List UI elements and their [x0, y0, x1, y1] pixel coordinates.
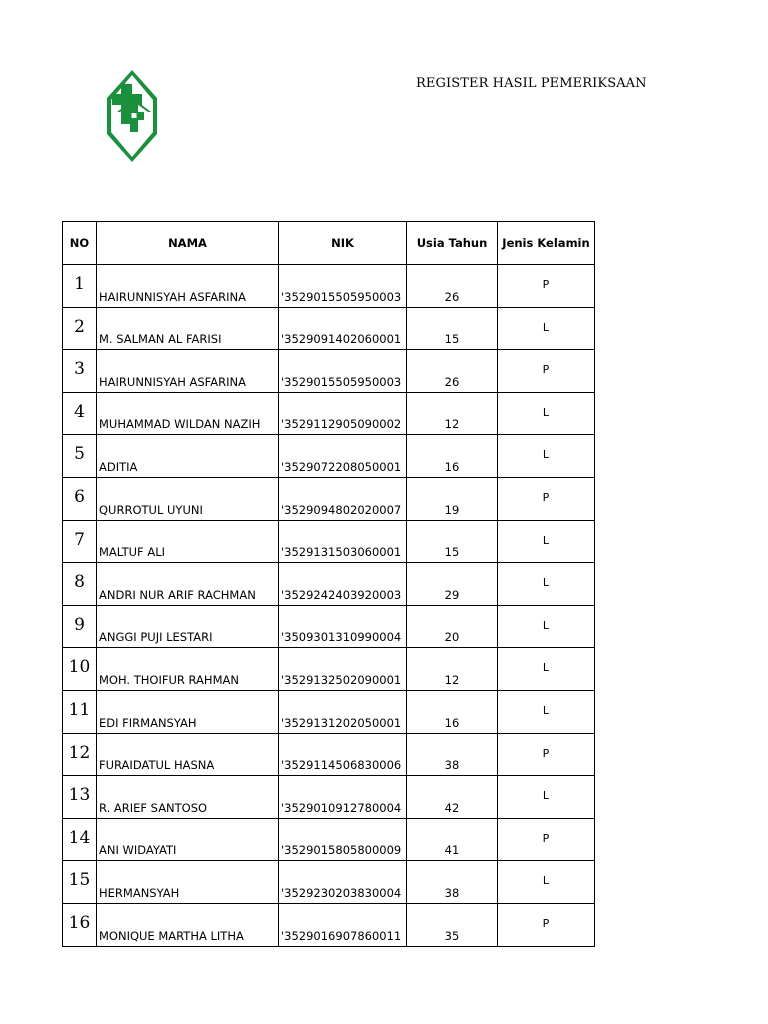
row-age-cell	[407, 903, 498, 946]
row-nik-cell	[279, 392, 407, 435]
row-name: ANI WIDAYATI	[99, 843, 177, 858]
row-name-cell	[97, 776, 279, 819]
table-row	[63, 605, 595, 648]
row-gender: L	[542, 533, 550, 547]
row-nik-cell	[279, 477, 407, 520]
row-name-cell	[97, 605, 279, 648]
row-nik-cell	[279, 818, 407, 861]
row-nik: '3529094802020007	[281, 502, 402, 517]
row-age-cell	[407, 690, 498, 733]
row-age: 26	[444, 374, 460, 389]
row-number-cell	[63, 477, 97, 520]
row-nik: '3529230203830004	[281, 885, 402, 900]
row-gender: L	[542, 405, 550, 419]
row-nik: '3529016907860011	[281, 928, 402, 943]
row-number-cell	[63, 776, 97, 819]
row-name-cell	[97, 435, 279, 478]
row-gender: L	[542, 789, 550, 803]
row-age-cell	[407, 520, 498, 563]
row-age-cell	[407, 477, 498, 520]
row-number: 10	[68, 657, 91, 678]
row-gender-cell	[498, 520, 595, 563]
row-gender-cell	[498, 392, 595, 435]
row-number: 13	[68, 785, 91, 806]
row-name-cell	[97, 733, 279, 776]
row-age-cell	[407, 861, 498, 904]
row-nik: '3529114506830006	[281, 758, 402, 773]
row-name-cell	[97, 903, 279, 946]
row-nik-cell	[279, 520, 407, 563]
row-name: MOH. THOIFUR RAHMAN	[99, 672, 239, 687]
row-name: ANGGI PUJI LESTARI	[99, 630, 213, 645]
row-nik: '3529072208050001	[281, 459, 402, 474]
row-age: 35	[444, 928, 460, 943]
row-number: 15	[68, 870, 91, 891]
row-name: MONIQUE MARTHA LITHA	[99, 928, 244, 943]
row-number: 5	[74, 444, 85, 465]
row-nik-cell	[279, 435, 407, 478]
row-number-cell	[63, 605, 97, 648]
row-age: 15	[444, 332, 460, 347]
row-nik: '3509301310990004	[281, 630, 402, 645]
row-age: 12	[444, 417, 460, 432]
row-number-cell	[63, 690, 97, 733]
row-nik: '3529131202050001	[281, 715, 402, 730]
row-number: 7	[74, 529, 85, 550]
row-nik: '3529242403920003	[281, 587, 402, 602]
row-nik-cell	[279, 861, 407, 904]
row-name-cell	[97, 307, 279, 350]
row-gender-cell	[498, 265, 595, 308]
row-name: ANDRI NUR ARIF RACHMAN	[99, 587, 256, 602]
row-gender: P	[542, 831, 550, 845]
row-name-cell	[97, 861, 279, 904]
row-age-cell	[407, 435, 498, 478]
row-name: ADITIA	[99, 459, 138, 474]
document-title: REGISTER HASIL PEMERIKSAAN	[416, 76, 647, 91]
header-usia: Usia Tahun	[407, 222, 498, 265]
row-gender: L	[542, 661, 550, 675]
row-name: MALTUF ALI	[99, 545, 165, 560]
row-number: 12	[68, 742, 91, 763]
row-number: 6	[74, 486, 85, 507]
row-nik-cell	[279, 350, 407, 393]
header-jenis-kelamin: Jenis Kelamin	[498, 222, 595, 265]
row-age: 38	[444, 758, 460, 773]
row-number: 11	[68, 699, 91, 720]
row-gender-cell	[498, 733, 595, 776]
row-nik-cell	[279, 307, 407, 350]
row-name-cell	[97, 350, 279, 393]
row-number-cell	[63, 307, 97, 350]
header-no: NO	[63, 222, 97, 265]
row-gender-cell	[498, 350, 595, 393]
row-gender: P	[542, 278, 550, 291]
row-age: 16	[444, 715, 460, 730]
row-nik: '3529015805800009	[281, 843, 402, 858]
row-number-cell	[63, 648, 97, 691]
row-age: 38	[444, 885, 460, 900]
row-number-cell	[63, 392, 97, 435]
table-row	[63, 903, 595, 946]
table-row	[63, 520, 595, 563]
row-gender-cell	[498, 903, 595, 946]
table-row	[63, 350, 595, 393]
row-name: EDI FIRMANSYAH	[99, 715, 197, 730]
register-table	[62, 221, 595, 947]
row-name-cell	[97, 520, 279, 563]
row-name: HERMANSYAH	[99, 885, 180, 900]
row-number-cell	[63, 350, 97, 393]
row-age-cell	[407, 265, 498, 308]
row-nik: '3529010912780004	[281, 800, 402, 815]
row-nik-cell	[279, 903, 407, 946]
row-nik: '3529112905090002	[281, 417, 402, 432]
row-number-cell	[63, 265, 97, 308]
puskesmas-logo-icon	[104, 68, 160, 164]
row-nik-cell	[279, 690, 407, 733]
row-name: M. SALMAN AL FARISI	[99, 332, 222, 347]
row-age-cell	[407, 733, 498, 776]
table-row	[63, 392, 595, 435]
row-gender-cell	[498, 818, 595, 861]
row-gender: P	[542, 916, 550, 930]
row-number: 1	[74, 274, 85, 294]
row-name: FURAIDATUL HASNA	[99, 758, 215, 773]
row-age: 42	[444, 800, 460, 815]
row-number: 16	[68, 912, 91, 933]
row-age-cell	[407, 648, 498, 691]
header-nama: NAMA	[97, 222, 279, 265]
row-gender-cell	[498, 563, 595, 606]
row-name-cell	[97, 648, 279, 691]
row-gender: L	[542, 448, 550, 462]
row-nik-cell	[279, 605, 407, 648]
row-number-cell	[63, 435, 97, 478]
row-number: 2	[74, 316, 85, 337]
table-row	[63, 563, 595, 606]
row-age-cell	[407, 776, 498, 819]
row-name-cell	[97, 477, 279, 520]
row-age-cell	[407, 350, 498, 393]
row-nik-cell	[279, 563, 407, 606]
row-gender-cell	[498, 776, 595, 819]
row-name-cell	[97, 392, 279, 435]
row-name: R. ARIEF SANTOSO	[99, 800, 208, 815]
row-number: 14	[68, 827, 91, 848]
table-row	[63, 307, 595, 350]
row-number: 3	[74, 359, 85, 380]
row-nik: '3529015505950003	[281, 374, 402, 389]
row-age: 20	[444, 630, 460, 645]
table-row	[63, 818, 595, 861]
row-age: 41	[444, 843, 460, 858]
row-gender-cell	[498, 690, 595, 733]
row-number: 8	[74, 572, 85, 593]
row-gender-cell	[498, 435, 595, 478]
row-nik-cell	[279, 265, 407, 308]
row-age-cell	[407, 818, 498, 861]
table-row	[63, 690, 595, 733]
table-row	[63, 435, 595, 478]
row-age-cell	[407, 563, 498, 606]
row-gender-cell	[498, 605, 595, 648]
row-name-cell	[97, 818, 279, 861]
table-row	[63, 861, 595, 904]
row-nik-cell	[279, 733, 407, 776]
row-nik: '3529015505950003	[281, 289, 402, 304]
row-name: QURROTUL UYUNI	[99, 502, 203, 517]
row-name: MUHAMMAD WILDAN NAZIH	[99, 417, 261, 432]
row-nik-cell	[279, 648, 407, 691]
row-gender: P	[542, 363, 550, 377]
row-number-cell	[63, 861, 97, 904]
row-name-cell	[97, 690, 279, 733]
table-row	[63, 648, 595, 691]
row-gender: L	[542, 874, 550, 888]
row-number-cell	[63, 818, 97, 861]
row-gender-cell	[498, 861, 595, 904]
row-number-cell	[63, 903, 97, 946]
row-gender: L	[542, 576, 550, 590]
row-gender: P	[542, 490, 550, 504]
row-number-cell	[63, 733, 97, 776]
row-nik: '3529132502090001	[281, 672, 402, 687]
row-nik-cell	[279, 776, 407, 819]
row-gender-cell	[498, 307, 595, 350]
row-age: 29	[444, 587, 460, 602]
row-age-cell	[407, 605, 498, 648]
table-row	[63, 477, 595, 520]
row-gender-cell	[498, 648, 595, 691]
row-gender-cell	[498, 477, 595, 520]
row-name: HAIRUNNISYAH ASFARINA	[99, 289, 246, 304]
row-nik: '3529091402060001	[281, 332, 402, 347]
document-title-container	[416, 72, 647, 92]
row-number: 9	[74, 614, 85, 635]
table-row	[63, 265, 595, 308]
row-name-cell	[97, 265, 279, 308]
row-name-cell	[97, 563, 279, 606]
header-nik: NIK	[279, 222, 407, 265]
row-gender: L	[542, 320, 550, 334]
table-row	[63, 733, 595, 776]
row-age: 19	[444, 502, 460, 517]
row-age: 26	[444, 289, 460, 304]
row-age: 16	[444, 459, 460, 474]
row-nik: '3529131503060001	[281, 545, 402, 560]
row-gender: L	[542, 618, 550, 632]
row-number: 4	[74, 401, 85, 422]
table-row	[63, 776, 595, 819]
row-number-cell	[63, 520, 97, 563]
row-gender: L	[542, 703, 550, 717]
row-age: 15	[444, 545, 460, 560]
row-number-cell	[63, 563, 97, 606]
row-gender: P	[542, 746, 550, 760]
table-header-row	[63, 222, 595, 265]
row-name: HAIRUNNISYAH ASFARINA	[99, 374, 246, 389]
row-age-cell	[407, 307, 498, 350]
row-age-cell	[407, 392, 498, 435]
row-age: 12	[444, 672, 460, 687]
